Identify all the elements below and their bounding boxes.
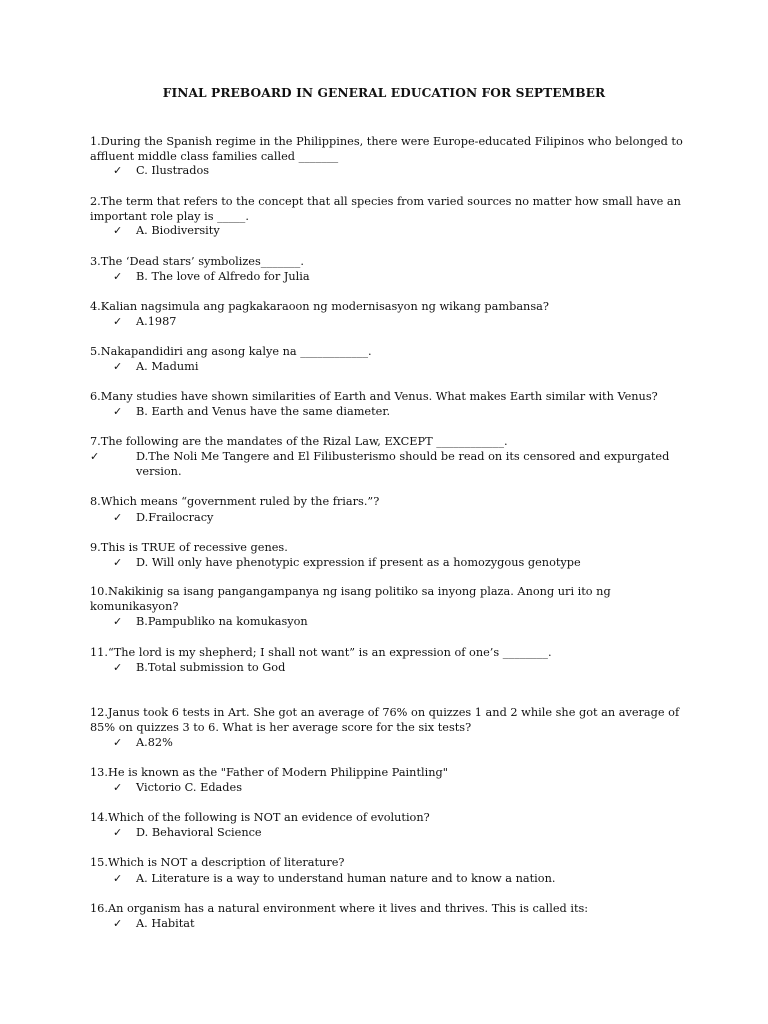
checkmark-icon: ✓ xyxy=(113,872,123,885)
checkmark-icon: ✓ xyxy=(113,315,123,328)
question-10: 10.Nakikinig sa isang pangangampanya ng isang politiko sa inyong plaza. Anong uri ito ng komunikasyon? xyxy=(90,585,611,614)
page-title: FINAL PREBOARD IN GENERAL EDUCATION FOR SEPTEMBER xyxy=(162,86,606,100)
checkmark-icon: ✓ xyxy=(113,736,123,749)
checkmark-icon: ✓ xyxy=(113,360,123,373)
checkmark-icon: ✓ xyxy=(113,826,123,839)
answer-text: B.Total submission to God xyxy=(136,661,286,674)
answer-text: B. Earth and Venus have the same diameter. xyxy=(136,405,391,418)
checkmark-icon: ✓ xyxy=(113,164,123,177)
answer-11 xyxy=(113,660,713,675)
answer-text: D. Behavioral Science xyxy=(136,826,262,839)
question-11: 11.“The lord is my shepherd; I shall not want” is an expression of one’s ________. xyxy=(90,646,552,659)
checkmark-icon: ✓ xyxy=(113,781,123,794)
checkmark-icon: ✓ xyxy=(113,405,123,418)
question-1: 1.During the Spanish regime in the Philippines, there were Europe-educated Filipinos who belonged to affluent middle class families called _______ xyxy=(90,135,683,164)
checkmark-icon: ✓ xyxy=(113,556,123,569)
answer-text: D. Will only have phenotypic expression if present as a homozygous genotype xyxy=(136,556,581,569)
answer-15 xyxy=(113,871,713,886)
question-5: 5.Nakapandidiri ang asong kalye na ____________. xyxy=(90,345,372,358)
question-14: 14.Which of the following is NOT an evidence of evolution? xyxy=(90,811,430,824)
checkmark-icon: ✓ xyxy=(113,615,123,628)
answer-7 xyxy=(90,449,701,480)
answer-6 xyxy=(113,404,713,419)
answer-text: A. Madumi xyxy=(136,360,199,373)
answer-text: A. Habitat xyxy=(136,917,195,930)
answer-12 xyxy=(113,735,713,750)
answer-10 xyxy=(113,614,713,629)
answer-text: A. Literature is a way to understand human nature and to know a nation. xyxy=(136,872,556,885)
checkmark-icon: ✓ xyxy=(113,917,123,930)
question-2: 2.The term that refers to the concept that all species from varied sources no matter how small have an important role play is _____. xyxy=(90,195,681,224)
answer-text: A. Biodiversity xyxy=(136,224,220,237)
question-6: 6.Many studies have shown similarities of Earth and Venus. What makes Earth similar with Venus? xyxy=(90,390,658,403)
checkmark-icon: ✓ xyxy=(113,270,123,283)
answer-text: C. Ilustrados xyxy=(136,164,210,177)
question-9: 9.This is TRUE of recessive genes. xyxy=(90,541,288,554)
answer-text: D.The Noli Me Tangere and El Filibusterismo should be read on its censored and expurgated version. xyxy=(136,450,670,479)
answer-4 xyxy=(113,314,713,329)
question-12: 12.Janus took 6 tests in Art. She got an average of 76% on quizzes 1 and 2 while she got an average of 85% on quizzes 3 to 6. What is her average score for the six tests? xyxy=(90,706,680,735)
answer-13 xyxy=(113,780,713,795)
checkmark-icon: ✓ xyxy=(113,661,123,674)
answer-text: B. The love of Alfredo for Julia xyxy=(136,270,310,283)
answer-14 xyxy=(113,825,713,840)
answer-2 xyxy=(113,223,713,238)
question-3: 3.The ‘Dead stars’ symbolizes_______. xyxy=(90,255,304,268)
checkmark-icon: ✓ xyxy=(90,450,100,463)
answer-text: Victorio C. Edades xyxy=(136,781,242,794)
answer-9 xyxy=(113,555,713,570)
checkmark-icon: ✓ xyxy=(113,511,123,524)
answer-text: D.Frailocracy xyxy=(136,511,214,524)
answer-5 xyxy=(113,359,713,374)
question-13: 13.He is known as the "Father of Modern Philippine Paintling" xyxy=(90,766,448,779)
answer-text: B.Pampubliko na komukasyon xyxy=(136,615,308,628)
answer-text: A.1987 xyxy=(136,315,177,328)
answer-text: A.82% xyxy=(136,736,173,749)
question-15: 15.Which is NOT a description of literature? xyxy=(90,856,345,869)
answer-1 xyxy=(113,163,713,178)
answer-8 xyxy=(113,510,713,525)
answer-3 xyxy=(113,269,713,284)
question-4: 4.Kalian nagsimula ang pagkakaraoon ng modernisasyon ng wikang pambansa? xyxy=(90,300,549,313)
answer-16 xyxy=(113,916,713,931)
checkmark-icon: ✓ xyxy=(113,224,123,237)
question-7: 7.The following are the mandates of the Rizal Law, EXCEPT ____________. xyxy=(90,435,508,448)
question-8: 8.Which means “government ruled by the friars.”? xyxy=(90,495,380,508)
question-16: 16.An organism has a natural environment where it lives and thrives. This is called its: xyxy=(90,902,589,915)
